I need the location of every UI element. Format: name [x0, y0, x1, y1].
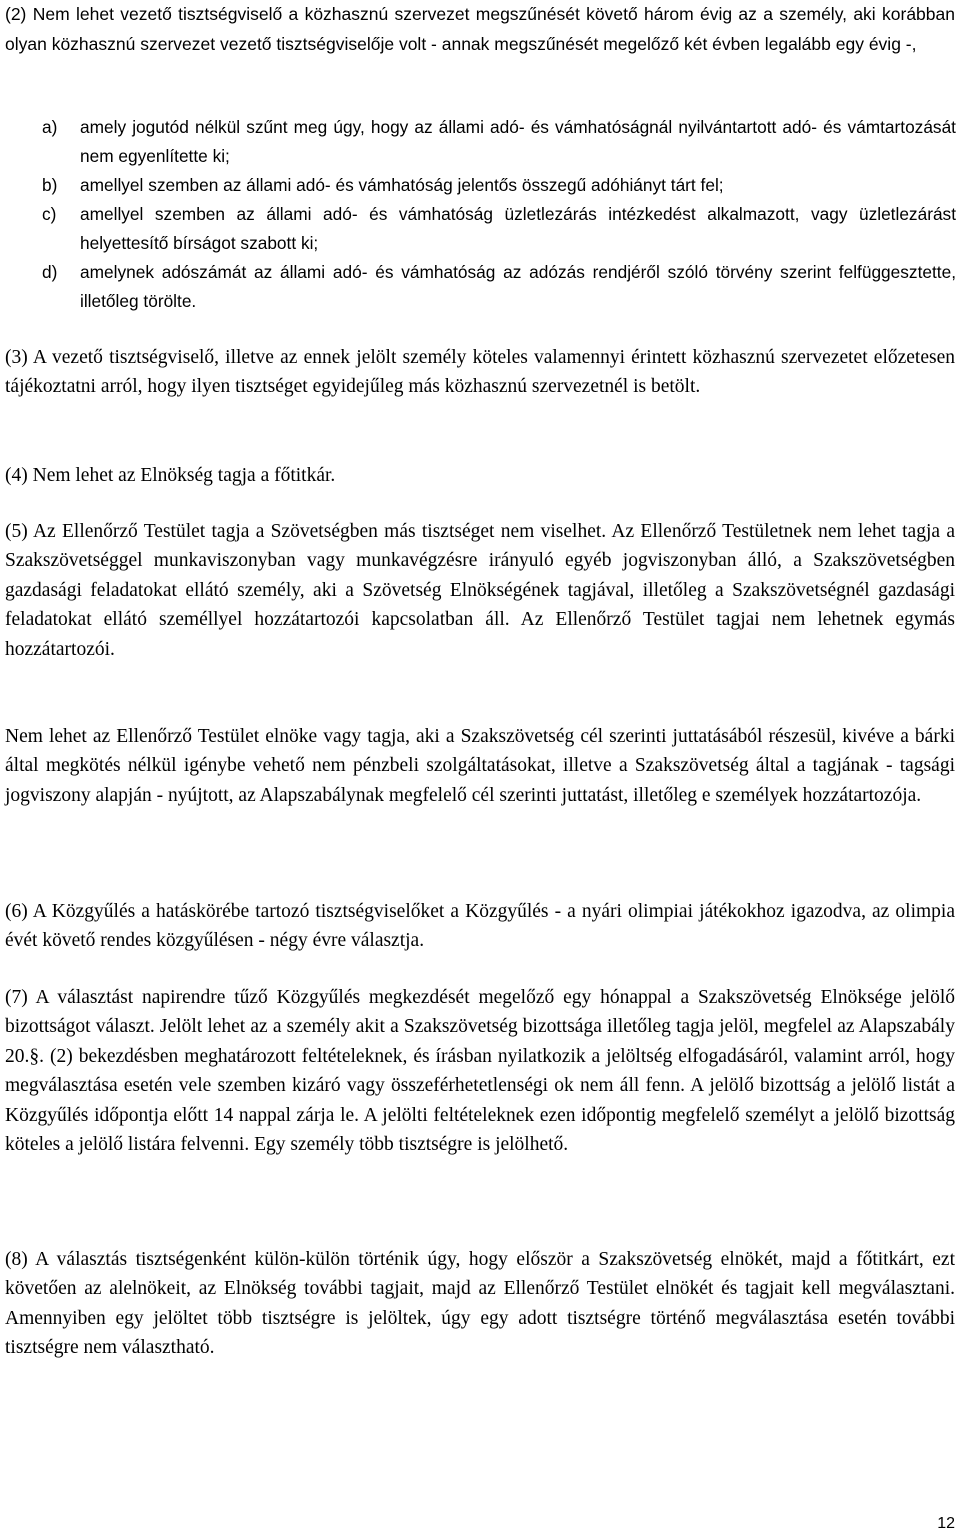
paragraph-8: (8) A választás tisztségenként külön-külön történik úgy, hogy először a Szakszövetség elnökét, majd a főtitkárt, ezt követően az alelnökeit, az Elnökség további tagjait, majd az Ellenőrző Testület elnökét és tagjait kell megválasztani. Amennyiben egy jelöltet több tisztségre is jelöltek, úgy egy adott tisztségre történő megválasztása esetén további tisztségre nem választható.	[5, 1249, 955, 1359]
paragraph-5-continued: Nem lehet az Ellenőrző Testület elnöke vagy tagja, aki a Szakszövetség cél szerinti juttatásából részesül, kivéve a bárki által megkötés nélkül igénybe vehető nem pénzbeli szolgáltatásokat, illetve a Szakszövetség által a tagjának - tagsági jogviszony alapján - nyújtott, az Alapszabálynak megfelelő cél szerinti juttatást, illetőleg e személyek hozzátartozója.	[5, 726, 955, 806]
list-item	[42, 258, 956, 316]
list-item	[42, 200, 956, 258]
paragraph-2-list	[42, 113, 956, 316]
paragraph-4: (4) Nem lehet az Elnökség tagja a főtitkár.	[5, 465, 336, 486]
paragraph-3: (3) A vezető tisztségviselő, illetve az ennek jelölt személy köteles valamennyi érintett közhasznú szervezetet előzetesen tájékoztatni arról, hogy ilyen tisztséget egyidejűleg más közhasznú szervezetnél is betölt.	[5, 347, 955, 398]
list-marker: c)	[42, 204, 57, 224]
list-item-text: amellyel szemben az állami adó- és vámhatóság jelentős összegű adóhiányt tárt fel;	[80, 175, 724, 195]
list-item	[42, 171, 956, 200]
list-item-text: amellyel szemben az állami adó- és vámhatóság üzletlezárás intézkedést alkalmazott, vagy üzletlezárást helyettesítő bírságot szabott ki;	[80, 204, 956, 253]
page-number: 12	[937, 1515, 955, 1532]
paragraph-7	[5, 983, 955, 1159]
list-item-text: amely jogutód nélkül szűnt meg úgy, hogy az állami adó- és vámhatóságnál nyilvántartott adó- és vámtartozását nem egyenlítette ki;	[80, 117, 956, 166]
paragraph-2-intro: (2) Nem lehet vezető tisztségviselő a közhasznú szervezet megszűnését követő három évig az a személy, aki korábban olyan közhasznú szervezet vezető tisztségviselője volt - annak megszűnését megelőző két évben legalább egy évig -,	[5, 4, 955, 54]
paragraph-7-part-3: és írásban nyilatkozik a jelöltség elfogadásáról, valamint arról, hogy megválasztása esetén vele szemben kizáró vagy összeférhetetlenségi ok nem áll fenn. A jelölő bizottság a jelölő listát a Közgyűlés időpontja előtt 14 nappal zárja le. A jelölti feltételeknek ezen időpontig megfelelő személyt a jelölő bizottság köteles a jelölő listára felvenni. Egy személy több tisztségre is jelölhető.	[5, 1045, 955, 1156]
paragraph-7-part-2: Jelölt lehet az a személy akit a Szakszövetség bizottsága illetőleg tagja jelöl, megfelel az Alapszabály 20.§. (2) bekezdésben meghatározott feltételeknek,	[5, 1016, 955, 1067]
list-marker: a)	[42, 117, 58, 137]
list-marker: d)	[42, 262, 58, 282]
paragraph-7-part-1: (7) A választást napirendre tűző Közgyűlés megkezdését megelőző egy hónappal a Szakszövetség Elnöksége jelölő bizottságot választ.	[5, 987, 955, 1038]
list-marker: b)	[42, 175, 58, 195]
list-item-text: amelynek adószámát az állami adó- és vámhatóság az adózás rendjéről szóló törvény szerint felfüggesztette, illetőleg törölte.	[80, 262, 956, 311]
list-item	[42, 113, 956, 171]
paragraph-5: (5) Az Ellenőrző Testület tagja a Szövetségben más tisztséget nem viselhet. Az Ellenőrző Testületnek nem lehet tagja a Szakszövetséggel munkaviszonyban vagy munkavégzésre irányuló egyéb jogviszonyban álló, a Szakszövetségben gazdasági feladatokat ellátó személy, aki a Szövetség Elnökségének tagjával, illetőleg a Szakszövetségnél gazdasági feladatokat ellátó személlyel hozzátartozói kapcsolatban áll. Az Ellenőrző Testület tagjai nem lehetnek egymás hozzátartozói.	[5, 521, 955, 660]
paragraph-6: (6) A Közgyűlés a hatáskörébe tartozó tisztségviselőket a Közgyűlés - a nyári olimpiai játékokhoz igazodva, az olimpia évét követő rendes közgyűlésen - négy évre választja.	[5, 901, 955, 952]
